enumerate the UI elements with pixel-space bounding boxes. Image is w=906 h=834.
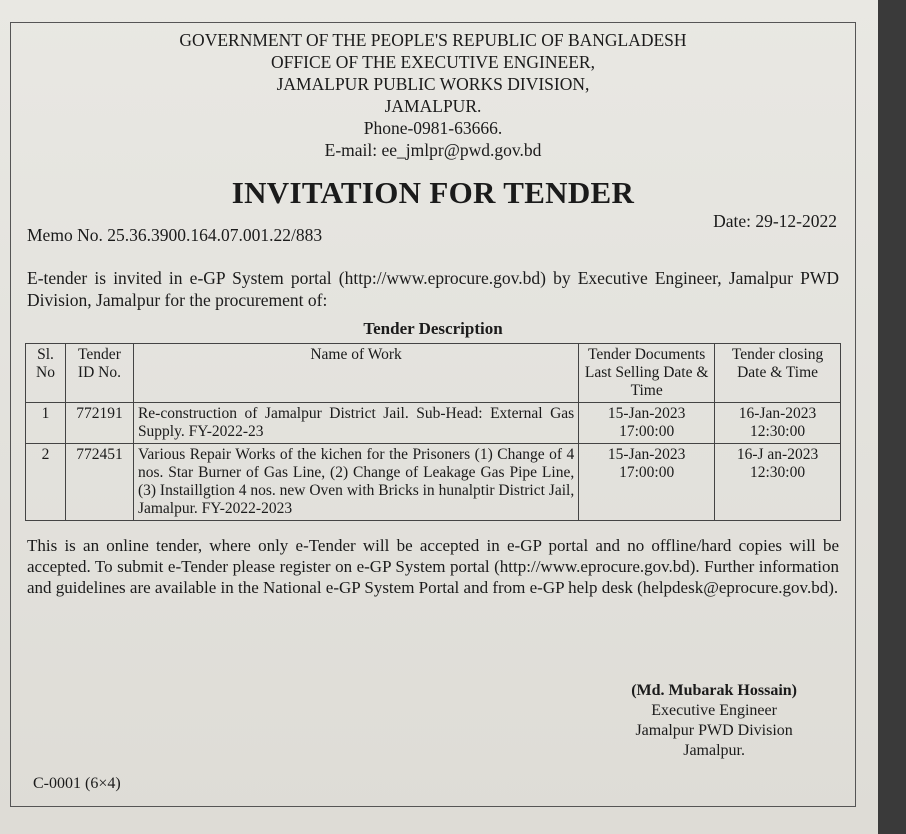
row-tender-id: 772451 xyxy=(65,444,133,521)
table-row xyxy=(26,444,841,521)
header-selling: Tender Documents Last Selling Date & Time xyxy=(579,344,715,403)
row-tender-id: 772191 xyxy=(65,403,133,444)
signature-block xyxy=(631,681,797,761)
header-government: GOVERNMENT OF THE PEOPLE'S REPUBLIC OF BANGLADESH xyxy=(179,30,687,50)
header-email: E-mail: ee_jmlpr@pwd.gov.bd xyxy=(324,140,542,160)
memo-date-row xyxy=(11,211,855,247)
signatory-name: (Md. Mubarak Hossain) xyxy=(631,682,797,699)
notice-title: INVITATION FOR TENDER xyxy=(231,175,635,210)
header-office: OFFICE OF THE EXECUTIVE ENGINEER, xyxy=(271,52,595,72)
row-closing: 16-Jan-2023 12:30:00 xyxy=(715,403,841,444)
table-header-row xyxy=(26,344,841,403)
table-row xyxy=(26,403,841,444)
signatory-office: Jamalpur PWD Division xyxy=(635,722,793,739)
row-sl: 1 xyxy=(26,403,66,444)
ad-code: C-0001 (6×4) xyxy=(33,775,121,792)
header-sl: Sl. No xyxy=(26,344,66,403)
header-work: Name of Work xyxy=(133,344,578,403)
notice-date: Date: 29-12-2022 xyxy=(713,211,837,231)
memo-number: Memo No. 25.36.3900.164.07.001.22/883 xyxy=(27,225,323,245)
tender-notice xyxy=(10,22,856,807)
header-closing: Tender closing Date & Time xyxy=(715,344,841,403)
notice-header xyxy=(11,23,855,161)
instructions-paragraph: This is an online tender, where only e-Tender will be accepted in e-GP portal and no offline/hard copies will be accepted. To submit e-Tender please register on e-GP System portal (http://www.eprocure.gov.bd). Further information and guidelines are available in the National e-GP System Portal and from e-GP help desk (helpdesk@eprocure.gov.bd). xyxy=(27,536,839,597)
row-work: Re-construction of Jamalpur District Jail. Sub-Head: External Gas Supply. FY-2022-23 xyxy=(133,403,578,444)
row-selling: 15-Jan-2023 17:00:00 xyxy=(579,403,715,444)
intro-paragraph: E-tender is invited in e-GP System portal (http://www.eprocure.gov.bd) by Executive Engineer, Jamalpur PWD Division, Jamalpur for the procurement of: xyxy=(27,268,839,310)
row-closing: 16-J an-2023 12:30:00 xyxy=(715,444,841,521)
signatory-place: Jamalpur. xyxy=(683,742,745,759)
table-caption: Tender Description xyxy=(363,319,503,338)
row-sl: 2 xyxy=(26,444,66,521)
tender-table xyxy=(25,343,841,521)
header-division: JAMALPUR PUBLIC WORKS DIVISION, xyxy=(276,74,590,94)
signatory-designation: Executive Engineer xyxy=(651,702,777,719)
header-city: JAMALPUR. xyxy=(384,96,482,116)
row-selling: 15-Jan-2023 17:00:00 xyxy=(579,444,715,521)
header-phone: Phone-0981-63666. xyxy=(363,118,503,138)
header-tender-id: Tender ID No. xyxy=(65,344,133,403)
row-work: Various Repair Works of the kichen for the Prisoners (1) Change of 4 nos. Star Burner of Gas Line, (2) Change of Leakage Gas Pipe Line, (3) Instaillgtion 4 nos. new Oven with Bricks in hunalptir District Jail, Jamalpur. FY-2022-2023 xyxy=(133,444,578,521)
